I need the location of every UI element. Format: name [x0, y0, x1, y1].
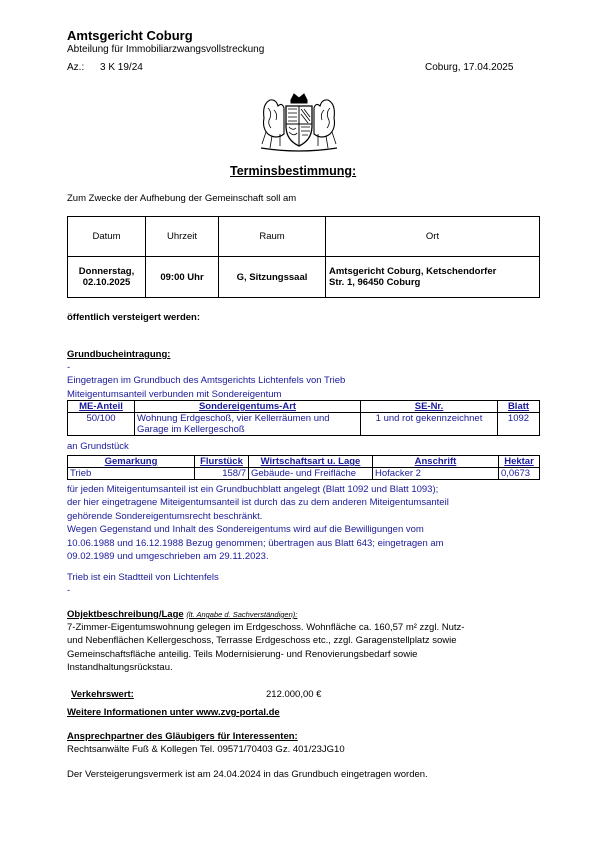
header-wirtschaftsart: Wirtschaftsart u. Lage — [249, 456, 373, 468]
place-date: Coburg, 17.04.2025 — [425, 62, 514, 73]
header-time: Uhrzeit — [146, 217, 219, 257]
document-title: Terminsbestimmung: — [230, 164, 357, 178]
grundstueck-table — [67, 455, 540, 480]
header-se-nr: SE-Nr. — [361, 401, 498, 413]
hektar-value: 0,0673 — [499, 468, 540, 480]
appointment-place: Amtsgericht Coburg, Ketschendorfer Str. 1, 96450 Coburg — [326, 257, 540, 298]
anschrift-value: Hofacker 2 — [373, 468, 499, 480]
appointment-time: 09:00 Uhr — [146, 257, 219, 298]
vermerk-text: Der Versteigerungsvermerk ist am 24.04.2024 in das Grundbuch eingetragen worden. — [67, 769, 428, 780]
coat-of-arms-image — [258, 90, 340, 152]
header-place: Ort — [326, 217, 540, 257]
header-blatt: Blatt — [498, 401, 540, 413]
appointment-table — [67, 216, 540, 298]
header-anschrift: Anschrift — [373, 456, 499, 468]
header-me-anteil: ME-Anteil — [68, 401, 135, 413]
department: Abteilung für Immobiliarzwangsvollstreckung — [67, 44, 265, 55]
header-se-art: Sondereigentums-Art — [135, 401, 361, 413]
flurstueck-value: 158/7 — [195, 468, 249, 480]
auction-statement: öffentlich versteigert werden: — [67, 312, 201, 323]
header-gemarkung: Gemarkung — [68, 456, 195, 468]
ansprechpartner-heading: Ansprechpartner des Gläubigers für Interessenten: — [67, 731, 298, 742]
an-grundstueck-label: an Grundstück — [67, 441, 129, 452]
grundbuch-intro: - Eingetragen im Grundbuch des Amtsgerichts Lichtenfels von Trieb Miteigentumsanteil verbunden mit Sondereigentum — [67, 362, 346, 400]
blatt-value: 1092 — [498, 413, 540, 436]
az-value: 3 K 19/24 — [100, 62, 143, 73]
weitere-info-link[interactable]: Weitere Informationen unter www.zvg-portal.de — [67, 707, 280, 718]
grundbuch-notes: für jeden Miteigentumsanteil ist ein Grundbuchblatt angelegt (Blatt 1092 und Blatt 1093); der hier eingetragene Miteigentumsanteil ist durch das zu dem anderen Miteigentumsanteil gehörende Sondereigentumsrecht beschränkt. Wegen Gegenstand und Inhalt des Sondereigentums wird auf die Bewilligungen vom 10.06.1988 und 16.12.1988 Bezug genommen; übertragen aus Blatt 643; eingetragen am 09.02.1989 und umgeschrieben am 29.11.2023. — [67, 484, 449, 563]
appointment-room: G, Sitzungssaal — [219, 257, 326, 298]
intro-text: Zum Zwecke der Aufhebung der Gemeinschaft soll am — [67, 193, 297, 204]
me-anteil-value: 50/100 — [68, 413, 135, 436]
az-label: Az.: — [67, 62, 85, 73]
stadtteil-note: Trieb ist ein Stadtteil von Lichtenfels - — [67, 572, 219, 597]
se-art-value: Wohnung Erdgeschoß, vier Kellerräumen und Garage im Kellergeschoß — [135, 413, 361, 436]
appointment-date: Donnerstag, 02.10.2025 — [68, 257, 146, 298]
wirtschaftsart-value: Gebäude- und Freifläche — [249, 468, 373, 480]
objekt-heading: Objektbeschreibung/Lage — [67, 609, 184, 620]
objekt-description: 7-Zimmer-Eigentumswohnung gelegen im Erdgeschoss. Wohnfläche ca. 160,57 m² zzgl. Nutz- und Nebenflächen Kellergeschoss, Terrasse Erdgeschoss etc., zzgl. Garagenstellplatz sowie Gemeinschaftsfläche anteilig. Teils Modernisierung- und Renovierungsbedarf sowie Instandhaltungsrückstau. — [67, 622, 465, 673]
objekt-heading-note: (lt. Angabe d. Sachverständigen): — [186, 610, 298, 619]
ansprechpartner-text: Rechtsanwälte Fuß & Kollegen Tel. 09571/70403 Gz. 401/23JG10 — [67, 744, 345, 755]
header-date: Datum — [68, 217, 146, 257]
grundbuch-heading: Grundbucheintragung: — [67, 349, 171, 360]
gemarkung-value: Trieb — [68, 468, 195, 480]
verkehrswert-value: 212.000,00 € — [266, 689, 322, 700]
header-flurstueck: Flurstück — [195, 456, 249, 468]
header-room: Raum — [219, 217, 326, 257]
court-name: Amtsgericht Coburg — [67, 28, 193, 43]
verkehrswert-label: Verkehrswert: — [71, 689, 134, 700]
se-nr-value: 1 und rot gekennzeichnet — [361, 413, 498, 436]
objekt-heading-row — [67, 609, 297, 620]
header-hektar: Hektar — [499, 456, 540, 468]
sondereigentum-table — [67, 400, 540, 436]
